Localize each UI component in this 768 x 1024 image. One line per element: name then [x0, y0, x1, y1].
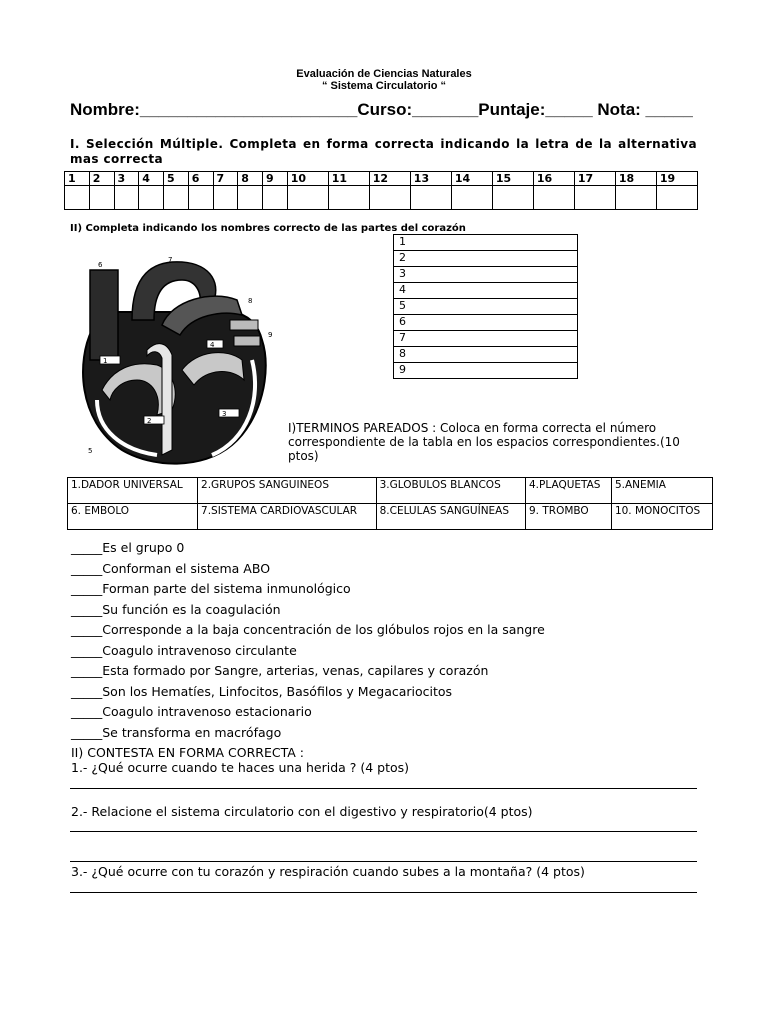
- statement-item: _____Coagulo intravenoso circulante: [71, 642, 297, 658]
- answer-blank-cell[interactable]: [451, 186, 492, 210]
- statement-item: _____Corresponde a la baja concentración de los glóbulos rojos en la sangre: [71, 622, 545, 637]
- answer-blank-cell[interactable]: [492, 186, 533, 210]
- answer-grid: [64, 171, 698, 210]
- term-cell: 5.ANEMIA: [611, 478, 712, 504]
- heart-part-cell[interactable]: 1: [394, 235, 578, 251]
- answer-line: [70, 788, 697, 789]
- answer-blank-cell[interactable]: [238, 186, 263, 210]
- term-cell: 8.CELULAS SANGUÍNEAS: [376, 504, 525, 530]
- heart-part-cell[interactable]: 3: [394, 267, 578, 283]
- statement-item: _____Conforman el sistema ABO: [71, 560, 271, 576]
- statement-item: _____Su función es la coagulación: [71, 601, 281, 617]
- heart-part-cell[interactable]: 9: [394, 363, 578, 379]
- heart-part-cell[interactable]: 5: [394, 299, 578, 315]
- term-cell: 1.DADOR UNIVERSAL: [68, 478, 198, 504]
- term-cell: 2.GRUPOS SANGUINEOS: [198, 478, 377, 504]
- statement-item: _____Forman parte del sistema inmunológico: [71, 581, 351, 596]
- answer-number-cell: 11: [328, 172, 369, 186]
- answer-number-cell: 17: [574, 172, 615, 186]
- term-cell: 4.PLAQUETAS: [526, 478, 612, 504]
- statement-item: _____Se transforma en macrófago: [71, 724, 282, 740]
- section2-instructions: II) Completa indicando los nombres correcto de las partes del corazón: [70, 223, 466, 234]
- answer-number-cell: 2: [89, 172, 114, 186]
- answer-number-cell: 3: [114, 172, 139, 186]
- terms-table: [67, 477, 713, 530]
- heart-part-row: [394, 347, 578, 363]
- answer-line: [70, 831, 697, 832]
- diagram-label-6: 6: [98, 261, 103, 269]
- statement-item: _____Es el grupo 0: [71, 540, 185, 555]
- answer-blank-cell[interactable]: [65, 186, 90, 210]
- heart-part-cell[interactable]: 4: [394, 283, 578, 299]
- heart-part-row: [394, 315, 578, 331]
- answer-number-cell: 18: [615, 172, 656, 186]
- answer-blank-cell[interactable]: [188, 186, 213, 210]
- answer-blank-cell[interactable]: [164, 186, 189, 210]
- question-1: 1.- ¿Qué ocurre cuando te haces una herida ? (4 ptos): [71, 760, 410, 775]
- answer-blank-cell[interactable]: [213, 186, 238, 210]
- heart-part-cell[interactable]: 2: [394, 251, 578, 267]
- answer-blank-cell[interactable]: [287, 186, 328, 210]
- pareados-instructions: I)TERMINOS PAREADOS : Coloca en forma correcta el número correspondiente de la tabla en los espacios correspondientes.(10 ptos): [288, 421, 680, 463]
- terms-row: [68, 478, 713, 504]
- answer-number-cell: 14: [451, 172, 492, 186]
- answer-blank-cell[interactable]: [615, 186, 656, 210]
- answer-number-cell: 10: [287, 172, 328, 186]
- statement-item: _____Son los Hematíes, Linfocitos, Basófilos y Megacariocitos: [71, 683, 453, 699]
- section3-heading: II) CONTESTA EN FORMA CORRECTA :: [71, 745, 305, 760]
- statements-list: [71, 540, 545, 745]
- section1-instructions: I. Selección Múltiple. Completa en forma correcta indicando la letra de la alternativa mas correcta: [70, 137, 697, 166]
- answer-grid-blanks: [65, 186, 698, 210]
- heart-part-cell[interactable]: 7: [394, 331, 578, 347]
- answer-number-cell: 4: [139, 172, 164, 186]
- answer-number-cell: 12: [369, 172, 410, 186]
- answer-line: [70, 892, 697, 893]
- answer-number-cell: 7: [213, 172, 238, 186]
- answer-number-cell: 1: [65, 172, 90, 186]
- heart-parts-table: [393, 234, 578, 379]
- page-title: Evaluación de Ciencias Naturales: [296, 68, 472, 80]
- question-3: 3.- ¿Qué ocurre con tu corazón y respiración cuando subes a la montaña? (4 ptos): [71, 864, 585, 879]
- terms-row: [68, 504, 713, 530]
- answer-blank-cell[interactable]: [139, 186, 164, 210]
- diagram-label-2: 2: [147, 417, 152, 425]
- answer-grid-numbers: [65, 172, 698, 186]
- diagram-label-4: 4: [210, 341, 215, 349]
- answer-number-cell: 13: [410, 172, 451, 186]
- term-cell: 6. EMBOLO: [68, 504, 198, 530]
- statement-item: _____Esta formado por Sangre, arterias, venas, capilares y corazón: [71, 663, 489, 678]
- answer-blank-cell[interactable]: [263, 186, 288, 210]
- heart-part-cell[interactable]: 8: [394, 347, 578, 363]
- diagram-label-9: 9: [268, 331, 273, 339]
- heart-part-row: [394, 363, 578, 379]
- diagram-label-8: 8: [248, 297, 253, 305]
- heart-part-row: [394, 251, 578, 267]
- answer-blank-cell[interactable]: [410, 186, 451, 210]
- statement-item: _____Coagulo intravenoso estacionario: [71, 704, 312, 719]
- diagram-label-1: 1: [103, 357, 108, 365]
- heart-part-row: [394, 283, 578, 299]
- answer-blank-cell[interactable]: [574, 186, 615, 210]
- question-2: 2.- Relacione el sistema circulatorio con el digestivo y respiratorio(4 ptos): [71, 804, 533, 819]
- answer-blank-cell[interactable]: [533, 186, 574, 210]
- page-subtitle: “ Sistema Circulatorio “: [321, 80, 447, 92]
- heart-part-row: [394, 331, 578, 347]
- answer-number-cell: 8: [238, 172, 263, 186]
- answer-blank-cell[interactable]: [656, 186, 697, 210]
- heart-diagram: [62, 250, 292, 475]
- answer-number-cell: 19: [656, 172, 697, 186]
- answer-line: [70, 861, 697, 862]
- term-cell: 10. MONOCITOS: [611, 504, 712, 530]
- heart-part-cell[interactable]: 6: [394, 315, 578, 331]
- term-cell: 3.GLOBULOS BLANCOS: [376, 478, 525, 504]
- answer-number-cell: 9: [263, 172, 288, 186]
- diagram-label-3: 3: [222, 410, 227, 418]
- answer-number-cell: 16: [533, 172, 574, 186]
- heart-part-row: [394, 235, 578, 251]
- answer-blank-cell[interactable]: [369, 186, 410, 210]
- answer-blank-cell[interactable]: [114, 186, 139, 210]
- answer-number-cell: 6: [188, 172, 213, 186]
- answer-number-cell: 15: [492, 172, 533, 186]
- answer-blank-cell[interactable]: [328, 186, 369, 210]
- diagram-label-5: 5: [88, 447, 93, 455]
- answer-blank-cell[interactable]: [89, 186, 114, 210]
- heart-part-row: [394, 299, 578, 315]
- student-fields-line: Nombre:_______________________Curso:_______Puntaje:_____ Nota: _____: [70, 100, 693, 119]
- heart-part-row: [394, 267, 578, 283]
- term-cell: 7.SISTEMA CARDIOVASCULAR: [198, 504, 377, 530]
- answer-number-cell: 5: [164, 172, 189, 186]
- term-cell: 9. TROMBO: [526, 504, 612, 530]
- diagram-label-7: 7: [168, 256, 173, 264]
